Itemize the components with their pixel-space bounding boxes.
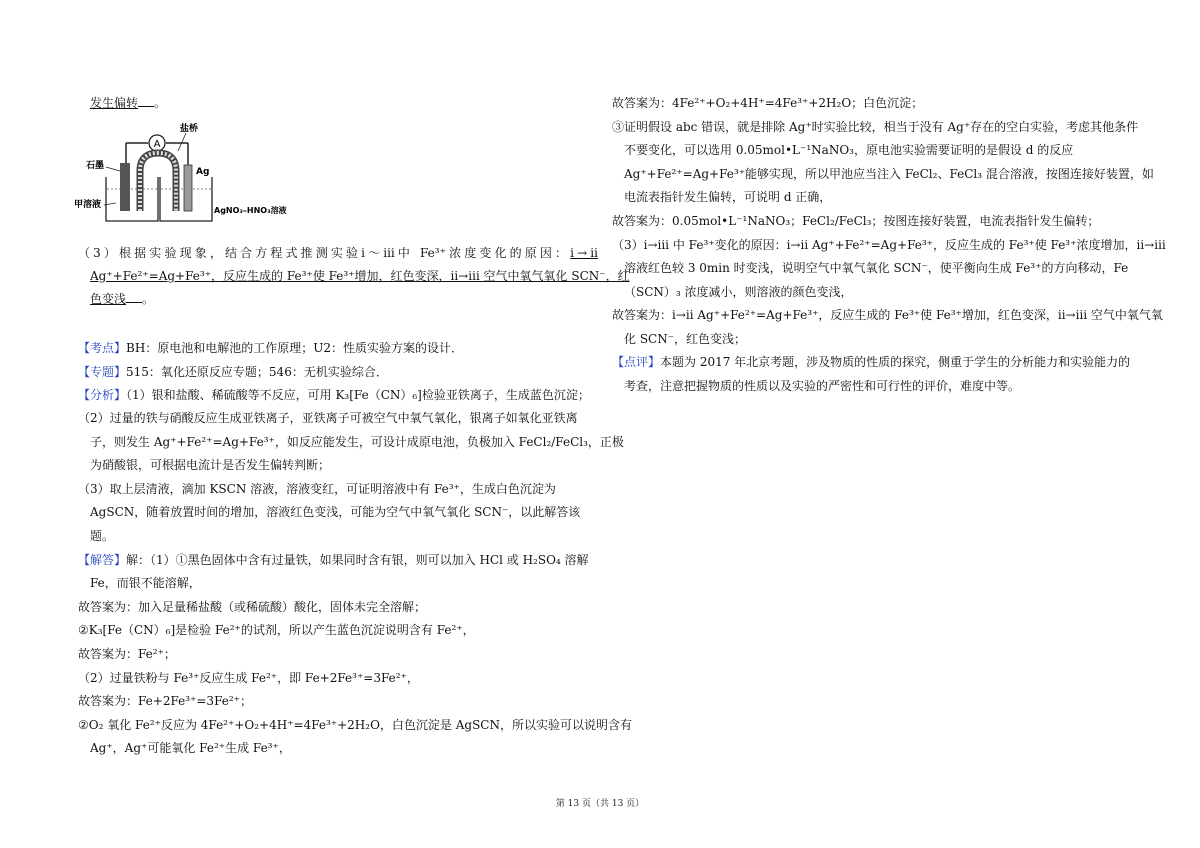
fenxi: 【分析】（1）银和盐酸、稀硫酸等不反应，可用 K₃[Fe（CN）₆]检验亚铁离子，生成蓝色沉淀； [78,388,590,402]
dianping: 【点评】本题为 2017 年北京考题，涉及物质的性质的探究，侧重于学生的分析能力和实验能力的 [612,355,1131,369]
zhuanti: 【专题】515：氧化还原反应专题；546：无机实验综合． [78,365,388,379]
jieda-2: ②K₃[Fe（CN）₆]是检验 Fe²⁺的试剂，所以产生蓝色沉淀说明含有 Fe²⁺， [78,623,475,637]
fenxi-3b: AgSCN，随着放置时间的增加，溶液红色变浅，可能为空气中氧气氧化 SCN⁻，以此解答该 [90,505,581,519]
q3-line3: 色变浅 。 [90,292,155,306]
fenxi-2c: 为硝酸银，可根据电流计是否发生偏转判断； [90,458,331,472]
jieda: 【解答】解：（1）①黑色固体中含有过量铁，如果同时含有银，则可以加入 HCl 或 H₂SO₄ 溶解 [78,553,589,567]
answer-1: 故答案为：加入足量稀盐酸（或稀硫酸）酸化，固体未完全溶解； [78,600,427,614]
jieda-4b: Ag⁺，Ag⁺可能氧化 Fe²⁺生成 Fe³⁺， [90,741,291,755]
answer-4: 故答案为：4Fe²⁺+O₂+4H⁺=4Fe³⁺+2H₂O；白色沉淀； [612,96,924,110]
dianping-b: 考查，注意把握物质的性质以及实验的严密性和可行性的评价，难度中等。 [624,379,1021,393]
fenxi-2a: （2）过量的铁与硝酸反应生成亚铁离子，亚铁离子可被空气中氧气氧化，银离子如氧化亚铁离 [78,411,578,425]
galvanic-cell-diagram [74,121,326,231]
graphite-label: 石墨 [86,161,105,171]
answer-3: 故答案为：Fe+2Fe³⁺=3Fe²⁺； [78,694,252,708]
r4a: （3）ⅰ→ⅲ 中 Fe³⁺变化的原因：ⅰ→ⅱ Ag⁺+Fe²⁺=Ag+Fe³⁺，反应生成的 Fe³⁺使 Fe³⁺浓度增加，ⅱ→ⅲ [612,238,1166,252]
r4b: 溶液红色较 3 0min 时变浅，说明空气中氧气氧化 SCN⁻，使平衡向生成 Fe³⁺的方向移动，Fe [624,261,1129,275]
jieda-1b: Fe，而银不能溶解， [90,576,201,590]
r3a: ③证明假设 abc 错误，就是排除 Ag⁺时实验比较，相当于没有 Ag⁺存在的空白实验，考虑其他条件 [612,120,1139,134]
r3b: 不要变化，可以选用 0.05mol•L⁻¹NaNO₃，原电池实验需要证明的是假设 d 的反应 [624,143,1074,157]
silver-electrode [184,165,192,211]
jieda-3: （2）过量铁粉与 Fe³⁺反应生成 Fe²⁺，即 Fe+2Fe³⁺=3Fe²⁺， [78,671,419,685]
r3c: Ag⁺+Fe²⁺=Ag+Fe³⁺能够实现，所以甲池应当注入 FeCl₂、FeCl₃ 混合溶液，按图连接好装置，如 [624,167,1154,181]
answer-5: 故答案为：0.05mol•L⁻¹NaNO₃；FeCl₂/FeCl₃；按图连接好装置，电流表指针发生偏转； [612,214,1100,228]
graphite-electrode [120,163,130,211]
solution-a-label: 甲溶液 [74,200,102,210]
answer-6a: 故答案为：ⅰ→ⅱ Ag⁺+Fe²⁺=Ag+Fe³⁺，反应生成的 Fe³⁺使 Fe³⁺增加，红色变深，ⅱ→ⅲ 空气中氧气氧 [612,308,1163,322]
ammeter-label: A [153,139,161,150]
fenxi-3a: （3）取上层清液，滴加 KSCN 溶液，溶液变红，可证明溶液中有 Fe³⁺，生成白色沉淀为 [78,482,556,496]
r3d: 电流表指针发生偏转，可说明 d 正确， [624,190,832,204]
jieda-4a: ②O₂ 氧化 Fe²⁺反应为 4Fe²⁺+O₂+4H⁺=4Fe³⁺+2H₂O，白色沉淀是 AgSCN，所以实验可以说明含有 [78,718,632,732]
fenxi-3c: 题。 [90,529,115,543]
top-answer-line: 发生偏转 。 [90,96,167,110]
q3-line1-answer: ⅰ→ⅱ [570,246,598,260]
page-footer: 第 13 页（共 13 页） [555,799,645,809]
answer-6b: 化 SCN⁻，红色变浅； [624,332,747,346]
answer-2: 故答案为：Fe²⁺； [78,647,176,661]
kaodian: 【考点】BH：原电池和电解池的工作原理；U2：性质实验方案的设计． [78,341,464,355]
fenxi-2b: 子，则发生 Ag⁺+Fe²⁺=Ag+Fe³⁺，如反应能发生，可设计成原电池，负极加入 FeCl₂/FeCl₃，正极 [90,435,624,449]
q3-line2: Ag⁺+Fe²⁺=Ag+Fe³⁺，反应生成的 Fe³⁺使 Fe³⁺增加，红色变深，ⅱ→ⅲ 空气中氧气氧化 SCN⁻，红 [90,269,630,283]
silver-label: Ag [196,167,210,177]
r4c: （SCN）₃ 浓度减小，则溶液的颜色变浅， [624,285,853,299]
solution-b-label: AgNO₃–HNO₃溶液 [214,206,287,215]
salt-bridge-label: 盐桥 [180,124,199,134]
q3-line1: （3）根据实验现象，结合方程式推测实验ⅰ～ⅲ中 Fe³⁺浓度变化的原因： [78,246,571,260]
